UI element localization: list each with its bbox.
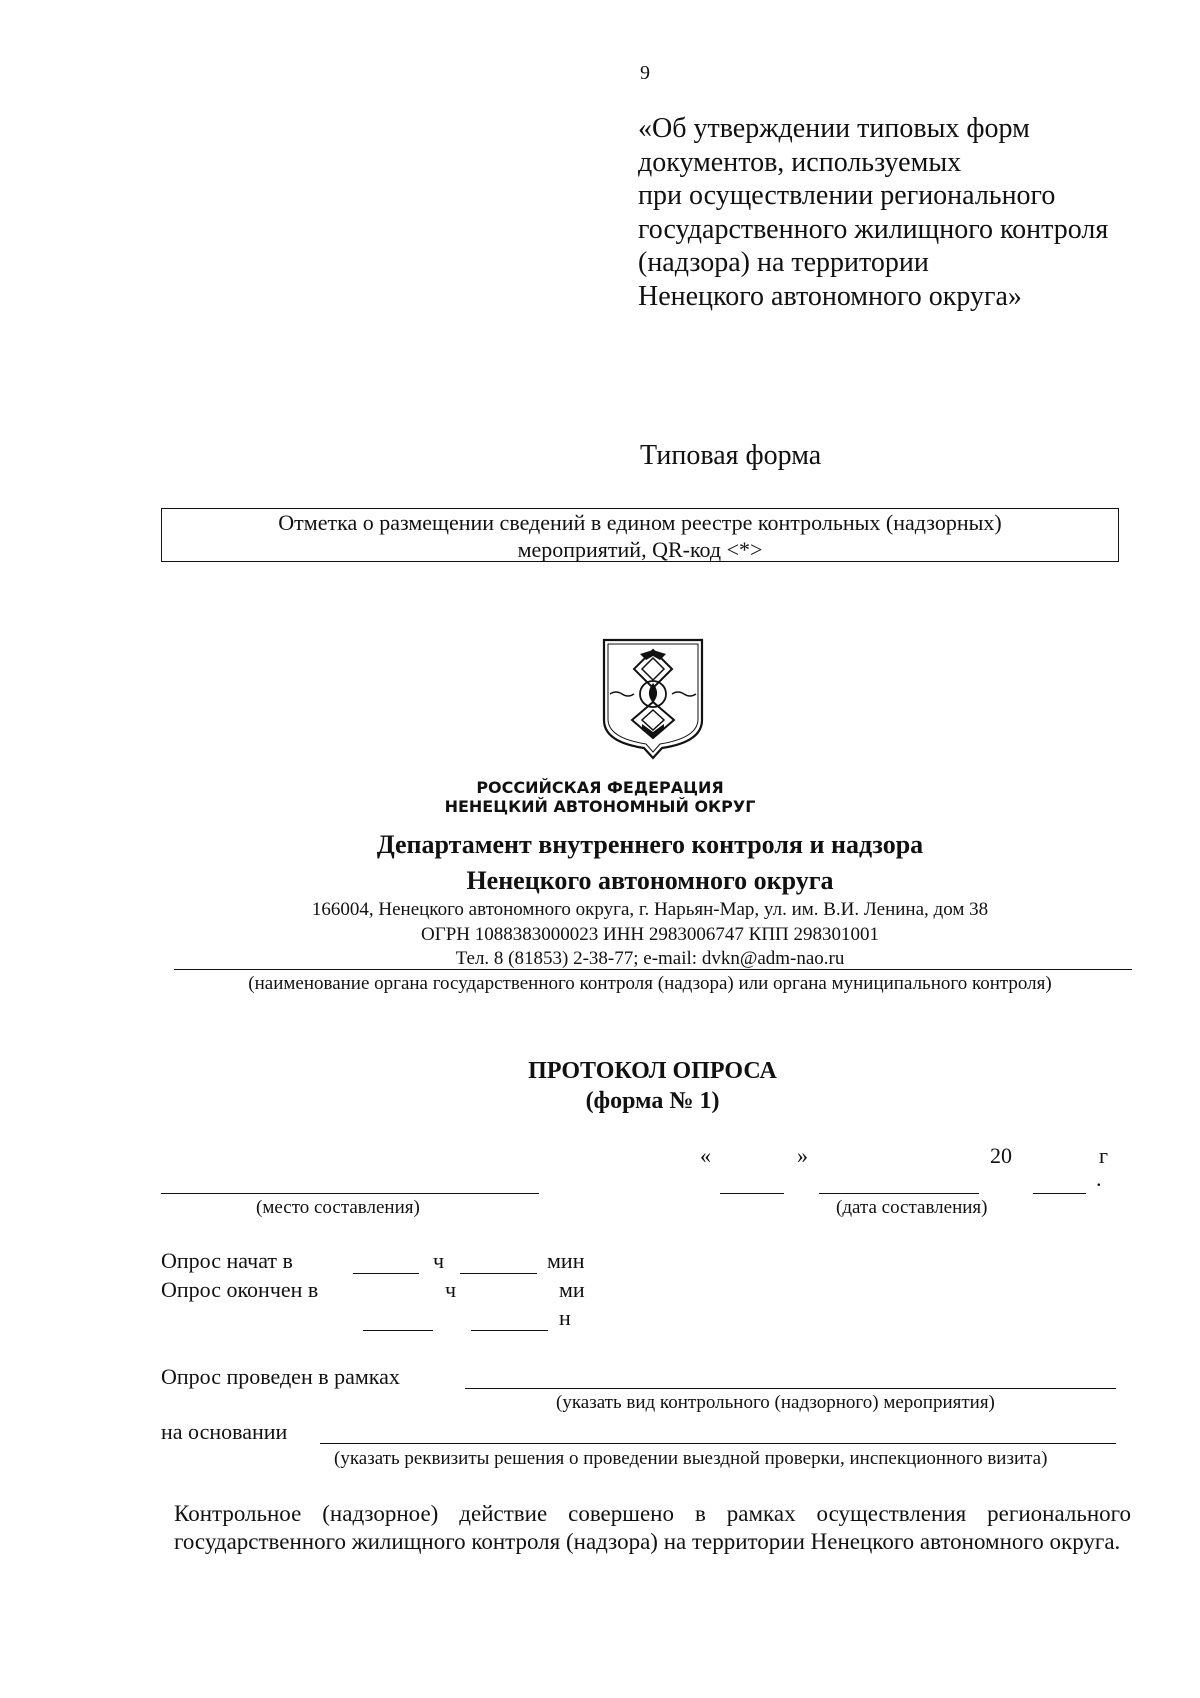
start-time-label: Опрос начат в xyxy=(161,1248,293,1273)
framework-field[interactable] xyxy=(465,1388,1116,1389)
start-minute-unit: мин xyxy=(547,1248,585,1273)
basis-caption: (указать реквизиты решения о проведении выездной проверки, инспекционного визита) xyxy=(334,1448,1048,1469)
place-field[interactable] xyxy=(161,1193,539,1194)
registry-mark-line2: мероприятий, QR-код <*> xyxy=(517,537,763,562)
department-contacts: Тел. 8 (81853) 2-38-77; e-mail: dvkn@adm-nao.ru xyxy=(455,948,845,969)
department-title-line2: Ненецкого автономного округа xyxy=(466,866,834,895)
end-hour-unit: ч xyxy=(445,1277,457,1302)
start-hour-field[interactable] xyxy=(353,1273,419,1274)
quote-open: « xyxy=(700,1143,711,1168)
registry-mark-line1: Отметка о размещении сведений в едином реестре контрольных (надзорных) xyxy=(278,510,1002,535)
protocol-subtitle: (форма № 1) xyxy=(585,1088,720,1114)
department-title-line1: Департамент внутреннего контроля и надзора xyxy=(376,830,924,859)
basis-label: на основании xyxy=(161,1419,288,1444)
header-line: документов, используемых xyxy=(638,146,962,178)
registry-mark-box xyxy=(161,508,1119,562)
date-dot: . xyxy=(1096,1166,1102,1191)
end-minute-field[interactable] xyxy=(471,1330,548,1331)
department-caption: (наименование органа государственного контроля (надзора) или органа муниципального контроля) xyxy=(248,973,1052,994)
header-line: (надзора) на территории xyxy=(638,247,929,278)
coat-of-arms-icon xyxy=(598,636,708,760)
page-number: 9 xyxy=(640,62,650,84)
framework-label: Опрос проведен в рамках xyxy=(161,1364,400,1389)
start-minute-field[interactable] xyxy=(460,1273,537,1274)
department-registration: ОГРН 1088383000023 ИНН 2983006747 КПП 298301001 xyxy=(420,924,880,945)
basis-field[interactable] xyxy=(320,1443,1116,1444)
quote-close: » xyxy=(797,1143,808,1168)
end-minute-unit-part1: ми xyxy=(559,1277,585,1302)
protocol-title: ПРОТОКОЛ ОПРОСА xyxy=(528,1058,777,1084)
date-caption: (дата составления) xyxy=(836,1197,988,1218)
month-field[interactable] xyxy=(819,1193,979,1194)
form-type-label: Типовая форма xyxy=(640,440,822,471)
year-suffix: г xyxy=(1099,1143,1109,1168)
year-field[interactable] xyxy=(1033,1193,1086,1194)
end-minute-unit-part2: н xyxy=(559,1305,571,1330)
header-line: при осуществлении регионального xyxy=(638,180,1056,211)
header-line: «Об утверждении типовых форм xyxy=(638,113,1030,144)
header-line: Ненецкого автономного округа» xyxy=(638,280,1022,312)
department-underline xyxy=(174,969,1132,970)
framework-caption: (указать вид контрольного (надзорного) мероприятия) xyxy=(556,1392,995,1413)
year-prefix: 20 xyxy=(990,1143,1012,1168)
end-time-label: Опрос окончен в xyxy=(161,1277,319,1302)
start-hour-unit: ч xyxy=(433,1248,445,1273)
order-reference-header xyxy=(638,112,1158,313)
department-address: 166004, Ненецкого автономного округа, г. Нарьян-Мар, ул. им. В.И. Ленина, дом 38 xyxy=(311,899,989,920)
body-paragraph: Контрольное (надзорное) действие совершено в рамках осуществления регионального государственного жилищного контроля (надзора) на территории Ненецкого автономного округа. xyxy=(174,1501,1131,1554)
day-field[interactable] xyxy=(720,1193,784,1194)
place-caption: (место составления) xyxy=(256,1197,420,1218)
header-line: государственного жилищного контроля xyxy=(638,213,1109,245)
end-hour-field[interactable] xyxy=(363,1330,433,1331)
country-name: РОССИЙСКАЯ ФЕДЕРАЦИЯ xyxy=(476,778,724,797)
region-name: НЕНЕЦКИЙ АВТОНОМНЫЙ ОКРУГ xyxy=(444,797,756,816)
